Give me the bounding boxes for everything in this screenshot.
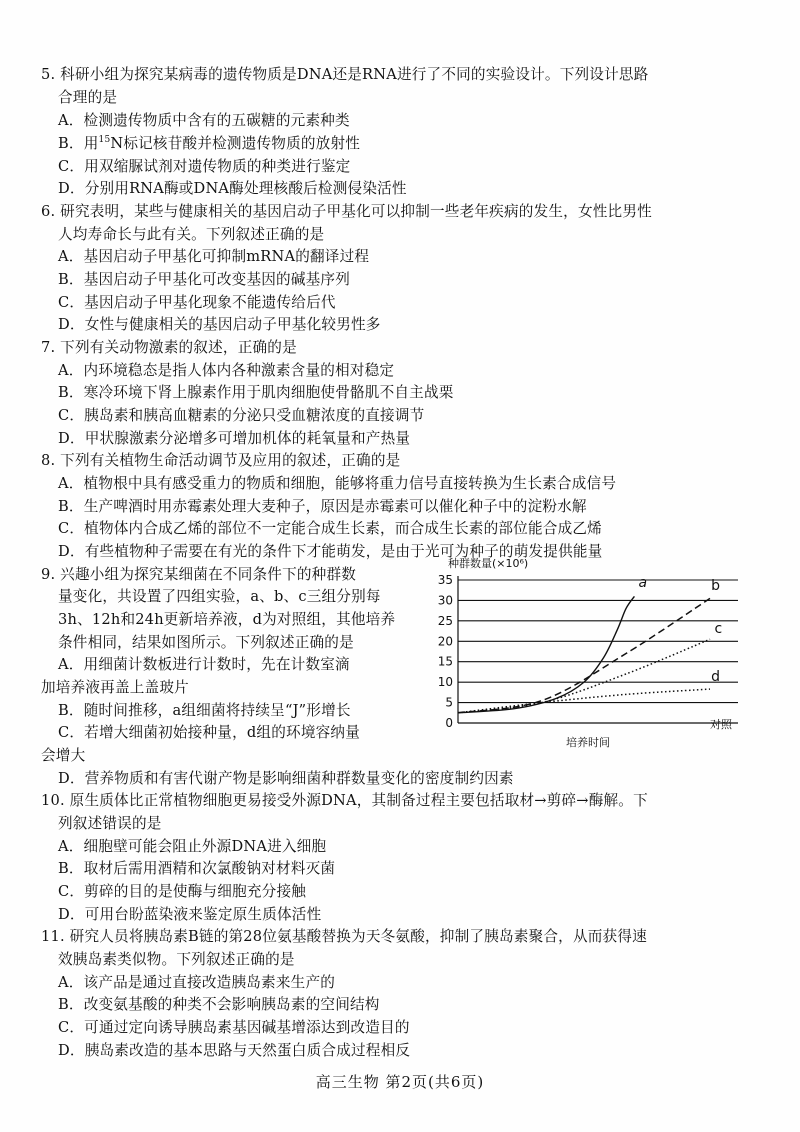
q5-option-b-post: N标记核苷酸并检测遗传物质的放射性 (110, 135, 361, 152)
q9-option-a-line-2: 加培养液再盖上盖玻片 (41, 679, 189, 696)
chart-series-c-line (458, 639, 710, 713)
q11-stem-line-2: 效胰岛素类似物。下列叙述正确的是 (58, 951, 295, 968)
chart-series-d-label: d (711, 668, 721, 685)
q10-option-b: B．取材后需用酒精和次氯酸钠对材料灭菌 (58, 860, 336, 877)
chart-series (458, 596, 710, 712)
q9-stem-line-4: 条件相同，结果如图所示。下列叙述正确的是 (58, 634, 354, 651)
q7-stem-line-1: 7. 下列有关动物激素的叙述，正确的是 (41, 339, 297, 356)
q5-stem-line-1: 5. 科研小组为探究某病毒的遗传物质是DNA还是RNA进行了不同的实验设计。下列设计思路 (41, 66, 649, 83)
q7-option-b: B．寒冷环境下肾上腺素作用于肌肉细胞使骨骼肌不自主战栗 (58, 384, 454, 401)
q9-option-c-line-1: C．若增大细菌初始接种量，d组的环境容纳量 (58, 724, 360, 741)
q6-option-b: B．基因启动子甲基化可改变基因的碱基序列 (58, 271, 351, 288)
q9-option-a-line-1: A．用细菌计数板进行计数时，先在计数室滴 (58, 656, 350, 673)
q7-option-c: C．胰岛素和胰高血糖素的分泌只受血糖浓度的直接调节 (58, 407, 425, 424)
chart-y-tick-label: 5 (445, 695, 453, 710)
chart-y-tick-label: 10 (437, 675, 453, 690)
q8-option-c: C．植物体内合成乙烯的部位不一定能合成生长素，而合成生长素的部位能合成乙烯 (58, 520, 602, 537)
q7-option-a: A．内环境稳态是指人体内各种激素含量的相对稳定 (58, 362, 395, 379)
page-footer: 高三生物 第2页(共6页) (315, 1073, 485, 1091)
q11-option-a: A．该产品是通过直接改造胰岛素来生产的 (58, 974, 336, 991)
chart-y-tick-label: 20 (437, 634, 453, 649)
chart-control-label: 对照 (710, 718, 732, 731)
q5-option-b-isotope: 15 (98, 135, 111, 146)
q9-option-d: D．营养物质和有害代谢产物是影响细菌种群数量变化的密度制约因素 (58, 770, 514, 787)
chart-y-tick-label: 35 (437, 573, 453, 587)
q8-option-b: B．生产啤酒时用赤霉素处理大麦种子，原因是赤霉素可以催化种子中的淀粉水解 (58, 498, 587, 515)
chart-x-axis-label: 培养时间 (566, 736, 610, 749)
q9-option-b: B．随时间推移，a组细菌将持续呈“J”形增长 (58, 702, 351, 719)
q8-stem-line-1: 8. 下列有关植物生命活动调节及应用的叙述，正确的是 (41, 452, 401, 469)
q6-stem-line-2: 人均寿命长与此有关。下列叙述正确的是 (58, 226, 325, 243)
population-chart (418, 556, 758, 752)
q8-option-a: A．植物根中具有感受重力的物质和细胞，能够将重力信号直接转换为生长素合成信号 (58, 475, 617, 492)
q5-option-c: C．用双缩脲试剂对遗传物质的种类进行鉴定 (58, 158, 351, 175)
q7-option-d: D．甲状腺激素分泌增多可增加机体的耗氧量和产热量 (58, 430, 411, 447)
q6-option-d: D．女性与健康相关的基因启动子甲基化较男性多 (58, 316, 381, 333)
q10-stem-line-1: 10. 原生质体比正常植物细胞更易接受外源DNA，其制备过程主要包括取材→剪碎→酶解。下 (41, 792, 648, 809)
q10-option-c: C．剪碎的目的是使酶与细胞充分接触 (58, 883, 307, 900)
q5-option-a: A．检测遗传物质中含有的五碳糖的元素种类 (58, 112, 350, 129)
q11-option-b: B．改变氨基酸的种类不会影响胰岛素的空间结构 (58, 996, 380, 1013)
chart-y-tick-label: 15 (437, 654, 453, 669)
chart-y-axis-label: 种群数量(×10⁶) (448, 557, 529, 570)
q11-stem-line-1: 11. 研究人员将胰岛素B链的第28位氨基酸替换为天冬氨酸，抑制了胰岛素聚合，从而获得速 (41, 928, 647, 945)
q5-option-d: D．分别用RNA酶或DNA酶处理核酸后检测侵染活性 (58, 180, 407, 197)
q10-option-a: A．细胞壁可能会阻止外源DNA进入细胞 (58, 838, 327, 855)
chart-series-labels (639, 575, 723, 685)
chart-series-b-label: b (711, 578, 721, 595)
q10-stem-line-2: 列叙述错误的是 (58, 815, 162, 832)
q9-stem-line-2: 量变化，共设置了四组实验，a、b、c三组分别每 (58, 588, 381, 605)
q8-option-d: D．有些植物种子需要在有光的条件下才能萌发，是由于光可为种子的萌发提供能量 (58, 543, 603, 560)
chart-y-tick-label: 25 (437, 613, 453, 628)
q10-option-d: D．可用台盼蓝染液来鉴定原生质体活性 (58, 906, 322, 923)
chart-y-tick-label: 0 (445, 716, 453, 730)
q9-stem-line-1: 9. 兴趣小组为探究某细菌在不同条件下的种群数 (41, 566, 357, 583)
chart-series-c-label: c (714, 621, 723, 638)
chart-series-a-label: a (638, 574, 648, 591)
q11-option-d: D．胰岛素改造的基本思路与天然蛋白质合成过程相反 (58, 1042, 411, 1059)
chart-y-tick-label: 30 (437, 593, 453, 608)
q6-option-c: C．基因启动子甲基化现象不能遗传给后代 (58, 294, 336, 311)
q9-option-c-line-2: 会增大 (41, 747, 86, 764)
chart-grid (458, 576, 738, 723)
q9-stem-line-3: 3h、12h和24h更新培养液，d为对照组，其他培养 (58, 611, 396, 628)
q11-option-c: C．可通过定向诱导胰岛素基因碱基增添达到改造目的 (58, 1019, 410, 1036)
chart-series-b-line (458, 598, 710, 712)
q5-stem-line-2: 合理的是 (58, 89, 118, 106)
q5-option-b (58, 133, 360, 155)
chart-series-a-line (458, 596, 634, 712)
q6-stem-line-1: 6. 研究表明，某些与健康相关的基因启动子甲基化可以抑制一些老年疾病的发生，女性比男性 (41, 203, 652, 220)
chart-y-ticks (438, 573, 453, 730)
q5-option-b-pre: B．用 (58, 135, 99, 152)
q6-option-a: A．基因启动子甲基化可抑制mRNA的翻译过程 (58, 248, 370, 265)
